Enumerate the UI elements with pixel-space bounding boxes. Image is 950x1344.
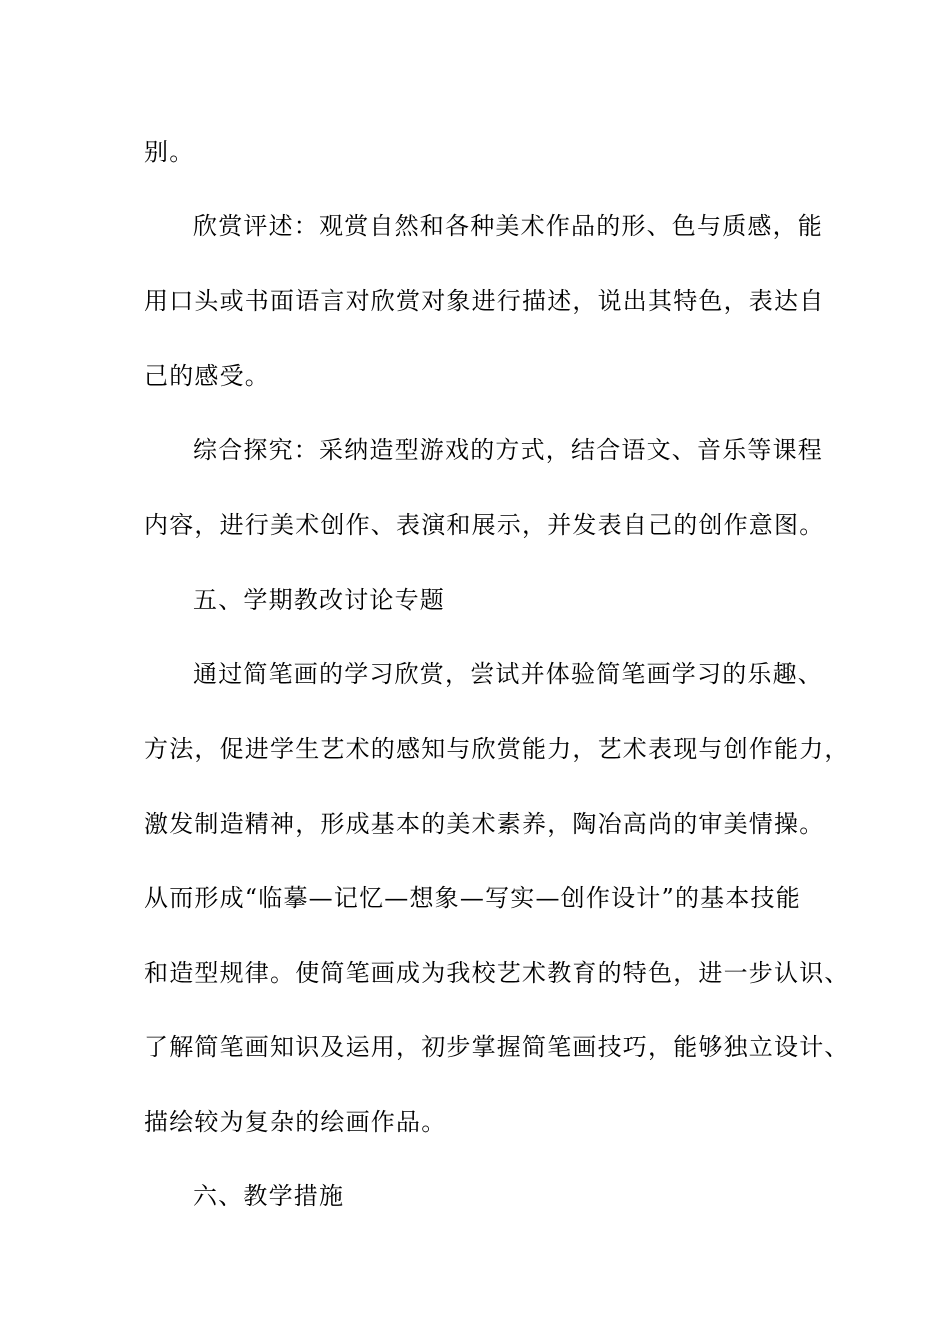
paragraph-line: 己的感受。 bbox=[144, 362, 270, 390]
section-heading: 六、教学措施 bbox=[193, 1182, 345, 1210]
paragraph-line: 用口头或书面语言对欣赏对象进行描述，说出其特色，表达自 bbox=[144, 287, 825, 315]
paragraph-line: 通过简笔画的学习欣赏，尝试并体验简笔画学习的乐趣、 bbox=[193, 660, 823, 688]
paragraph-line: 从而形成“临摹—记忆—想象—写实—创作设计”的基本技能 bbox=[144, 884, 801, 912]
paragraph-line: 描绘较为复杂的绘画作品。 bbox=[144, 1108, 447, 1136]
paragraph-line: 和造型规律。使简笔画成为我校艺术教育的特色，进一步认识、 bbox=[144, 959, 850, 987]
paragraph-line: 内容，进行美术创作、表演和展示，并发表自己的创作意图。 bbox=[144, 511, 825, 539]
paragraph-line: 欣赏评述：观赏自然和各种美术作品的形、色与质感，能 bbox=[193, 212, 823, 240]
paragraph-line: 方法，促进学生艺术的感知与欣赏能力，艺术表现与创作能力， bbox=[144, 735, 850, 763]
paragraph-line: 激发制造精神，形成基本的美术素养，陶冶高尚的审美情操。 bbox=[144, 810, 825, 838]
section-heading: 五、学期教改讨论专题 bbox=[193, 586, 445, 614]
paragraph-line: 了解简笔画知识及运用，初步掌握简笔画技巧，能够独立设计、 bbox=[144, 1033, 850, 1061]
paragraph-line: 别。 bbox=[144, 138, 195, 166]
paragraph-line: 综合探究：采纳造型游戏的方式，结合语文、音乐等课程 bbox=[193, 436, 823, 464]
